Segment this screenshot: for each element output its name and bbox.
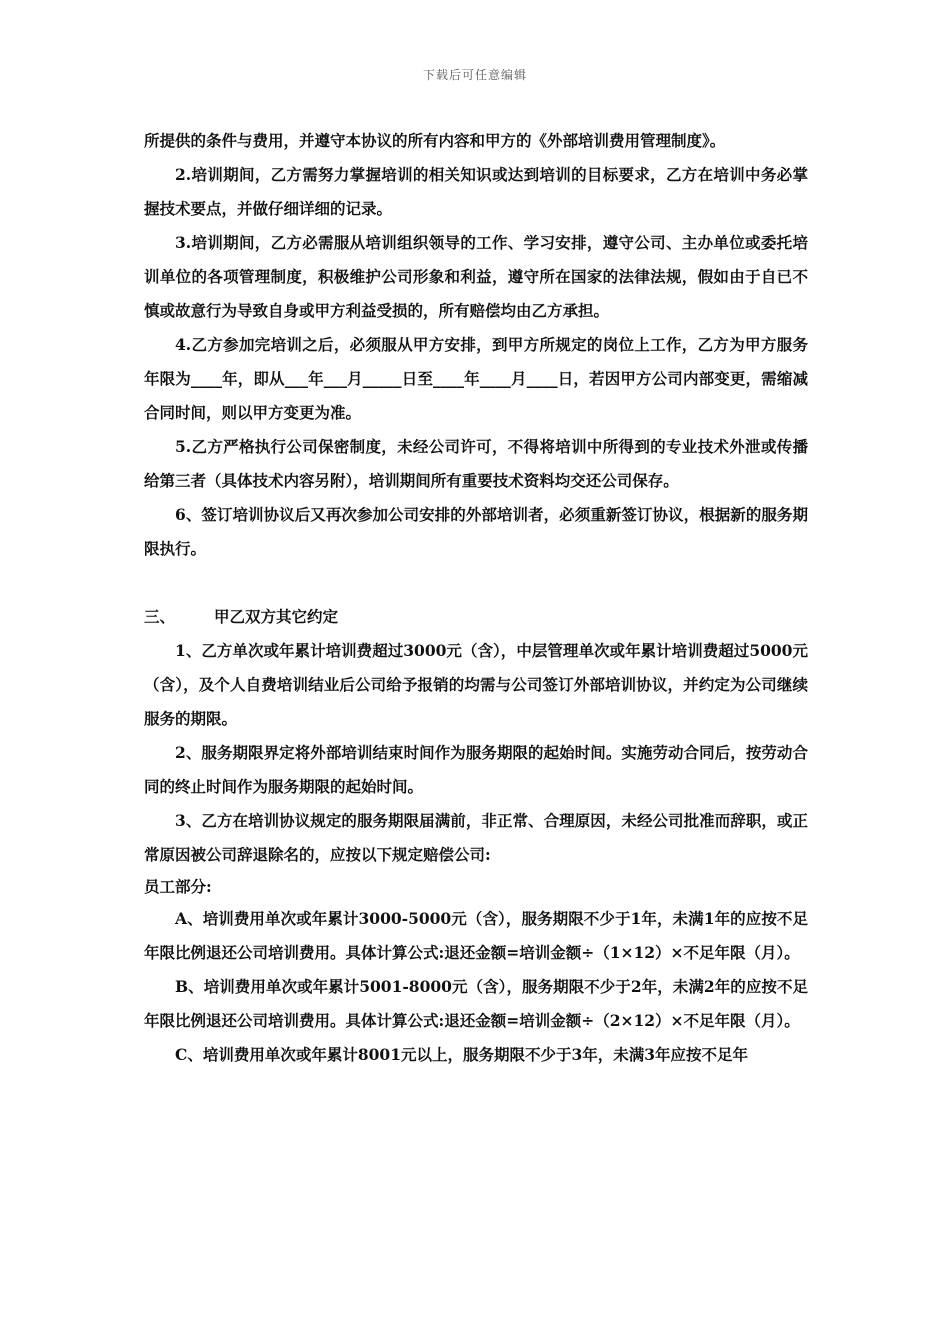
section-3-item-3: 3、乙方在培训协议规定的服务期限届满前，非正常、合理原因，未经公司批准而辞职，或正常原因被公司辞退除名的，应按以下规定赔偿公司: xyxy=(144,811,808,864)
section-number: 三、 xyxy=(144,607,176,626)
paragraph-4: 4.乙方参加完培训之后，必须服从甲方安排，到甲方所规定的岗位上工作，乙方为甲方服务年限为____年，即从___年___月_____日至____年____月____日，若因甲方公司内部变更，需缩减合同时间，则以甲方变更为准。 xyxy=(144,335,808,422)
paragraph-continuation: 所提供的条件与费用，并遵守本协议的所有内容和甲方的《外部培训费用管理制度》。 xyxy=(144,131,726,150)
section-3-item-1: 1、乙方单次或年累计培训费超过3000元（含），中层管理单次或年累计培训费超过5000元（含），及个人自费培训结业后公司给予报销的均需与公司签订外部培训协议，并约定为公司继续服务的期限。 xyxy=(144,641,808,728)
staff-section-label: 员工部分: xyxy=(144,877,212,896)
clause-c: C、培训费用单次或年累计8001元以上，服务期限不少于3年，未满3年应按不足年 xyxy=(175,1045,749,1064)
header-note: 下载后可任意编辑 xyxy=(422,68,527,82)
paragraph-6: 6、签订培训协议后又再次参加公司安排的外部培训者，必须重新签订协议，根据新的服务期限执行。 xyxy=(144,505,808,558)
paragraph-3: 3.培训期间，乙方必需服从培训组织领导的工作、学习安排，遵守公司、主办单位或委托培训单位的各项管理制度，积极维护公司形象和利益，遵守所在国家的法律法规，假如由于自已不慎或故意行为导致自身或甲方利益受损的，所有赔偿均由乙方承担。 xyxy=(144,233,808,320)
section-3-heading xyxy=(144,600,808,634)
section-3-item-2: 2、服务期限界定将外部培训结束时间作为服务期限的起始时间。实施劳动合同后，按劳动合同的终止时间作为服务期限的起始时间。 xyxy=(144,743,808,796)
document-body xyxy=(144,124,808,1072)
paragraph-2: 2.培训期间，乙方需努力掌握培训的相关知识或达到培训的目标要求，乙方在培训中务必掌握技术要点，并做仔细详细的记录。 xyxy=(144,165,808,218)
spacer xyxy=(144,566,808,600)
section-title: 甲乙双方其它约定 xyxy=(214,607,339,626)
clause-a: A、培训费用单次或年累计3000-5000元（含），服务期限不少于1年，未满1年的应按不足年限比例退还公司培训费用。具体计算公式:退还金额=培训金额÷（1×12）×不足年限（月）。 xyxy=(144,909,808,962)
clause-b: B、培训费用单次或年累计5001-8000元（含），服务期限不少于2年，未满2年的应按不足年限比例退还公司培训费用。具体计算公式:退还金额=培训金额÷（2×12）×不足年限（月）。 xyxy=(144,977,808,1030)
paragraph-5: 5.乙方严格执行公司保密制度，未经公司许可，不得将培训中所得到的专业技术外泄或传播给第三者（具体技术内容另附），培训期间所有重要技术资料均交还公司保存。 xyxy=(144,437,808,490)
